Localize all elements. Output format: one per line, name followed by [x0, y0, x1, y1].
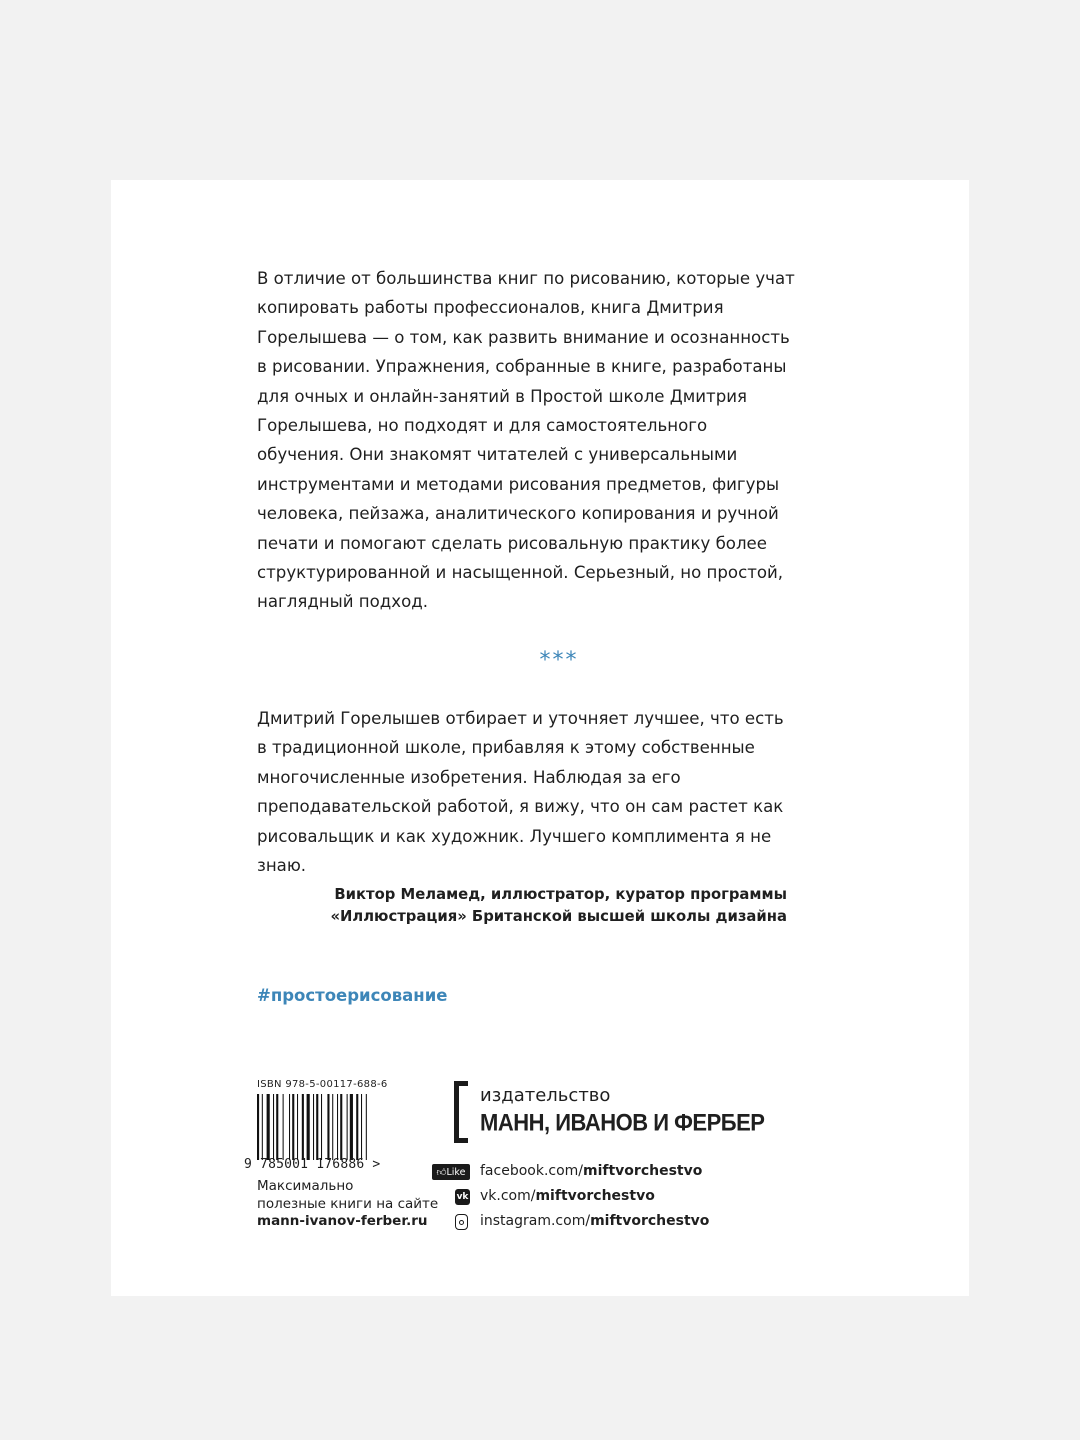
site-url[interactable]: mann-ivanov-ferber.ru — [257, 1213, 428, 1229]
instagram-icon — [455, 1214, 468, 1230]
site-note-line-2: полезные книги на сайте — [257, 1195, 439, 1212]
isbn-label: ISBN 978-5-00117-688-6 — [257, 1079, 388, 1090]
site-note — [257, 1178, 438, 1231]
publisher-label: издательство — [480, 1085, 611, 1106]
barcode-image — [257, 1094, 379, 1160]
site-note-line-1: Максимально — [257, 1178, 354, 1194]
vk-icon: vk — [455, 1189, 470, 1205]
facebook-like-icon: 👍︎ Like — [432, 1164, 470, 1180]
review-quote: Дмитрий Горелышев отбирает и уточняет лучшее, что есть в традиционной школе, прибавляя к этому собственные многочисленные изобретения. Наблюдая за его преподавательской работой, я вижу, что он сам растет как рисовальщик и как художник. Лучшего комплимента я не знаю. — [257, 709, 784, 876]
barcode-digits: 9 785001 176886 > — [244, 1157, 381, 1172]
attribution-line-1: Виктор Меламед, иллюстратор, куратор программы — [334, 886, 787, 903]
quote-attribution — [257, 884, 787, 928]
publisher-name: МАНН, ИВАНОВ И ФЕРБЕР — [480, 1109, 765, 1136]
hashtag: #простоерисование — [257, 986, 448, 1005]
publisher-logo-bracket — [454, 1081, 468, 1143]
attribution-line-2: «Иллюстрация» Британской высшей школы дизайна — [330, 908, 787, 925]
description-paragraph: В отличие от большинства книг по рисованию, которые учат копировать работы профессионалов, книга Дмитрия Горелышева — о том, как развить внимание и осознанность в рисовании. Упражнения, собранные в книге, разработаны для очных и онлайн-занятий в Простой школе Дмитрия Горелышева, но подходят и для самостоятельного обучения. Они знакомят читателей с универсальными инструментами и методами рисования предметов, фигуры человека, пейзажа, аналитического копирования и ручной печати и помогают сделать рисовальную практику более структурированной и насыщенной. Серьезный, но простой, наглядный подход. — [257, 269, 795, 612]
section-separator: *** — [539, 648, 579, 673]
book-back-cover: В отличие от большинства книг по рисованию, которые учат копировать работы профессионалов, книга Дмитрия Горелышева — о том, как развить внимание и осознанность в рисовании. Упражнения, собранные в книге, разработаны для очных и онлайн-занятий в Простой школе Дмитрия Горелышева, но подходят и для самостоятельного обучения. Они знакомят читателей с универсальными инструментами и методами рисования предметов, фигуры человека, пейзажа, аналитического копирования и ручной печати и помогают сделать рисовальную практику более структурированной и насыщенной. Серьезный, но простой, наглядный подход. *** Дмитрий Горелышев отбирает и уточняет лучшее, что есть в традиционной школе, прибавляя к этому собственные многочисленные изобретения. Наблюдая за его преподавательской работой, я вижу, что он сам растет как рисовальщик и как художник. Лучшего комплимента я не знаю. Виктор Меламед, иллюстратор, куратор программы «Иллюстрация» Британской высшей школы дизайна #простоерисование ISBN 978-5-00117-688-6 9 785001 176886 > Максимально полезные книги на сайте mann-ivanov-ferber.ru издательство МАНН, ИВАНОВ И ФЕРБЕР 👍︎ Like facebook.com/miftvorchestvo vk vk.com/miftvorchestvo instagram.com/miftvorchestvo — [111, 180, 969, 1296]
